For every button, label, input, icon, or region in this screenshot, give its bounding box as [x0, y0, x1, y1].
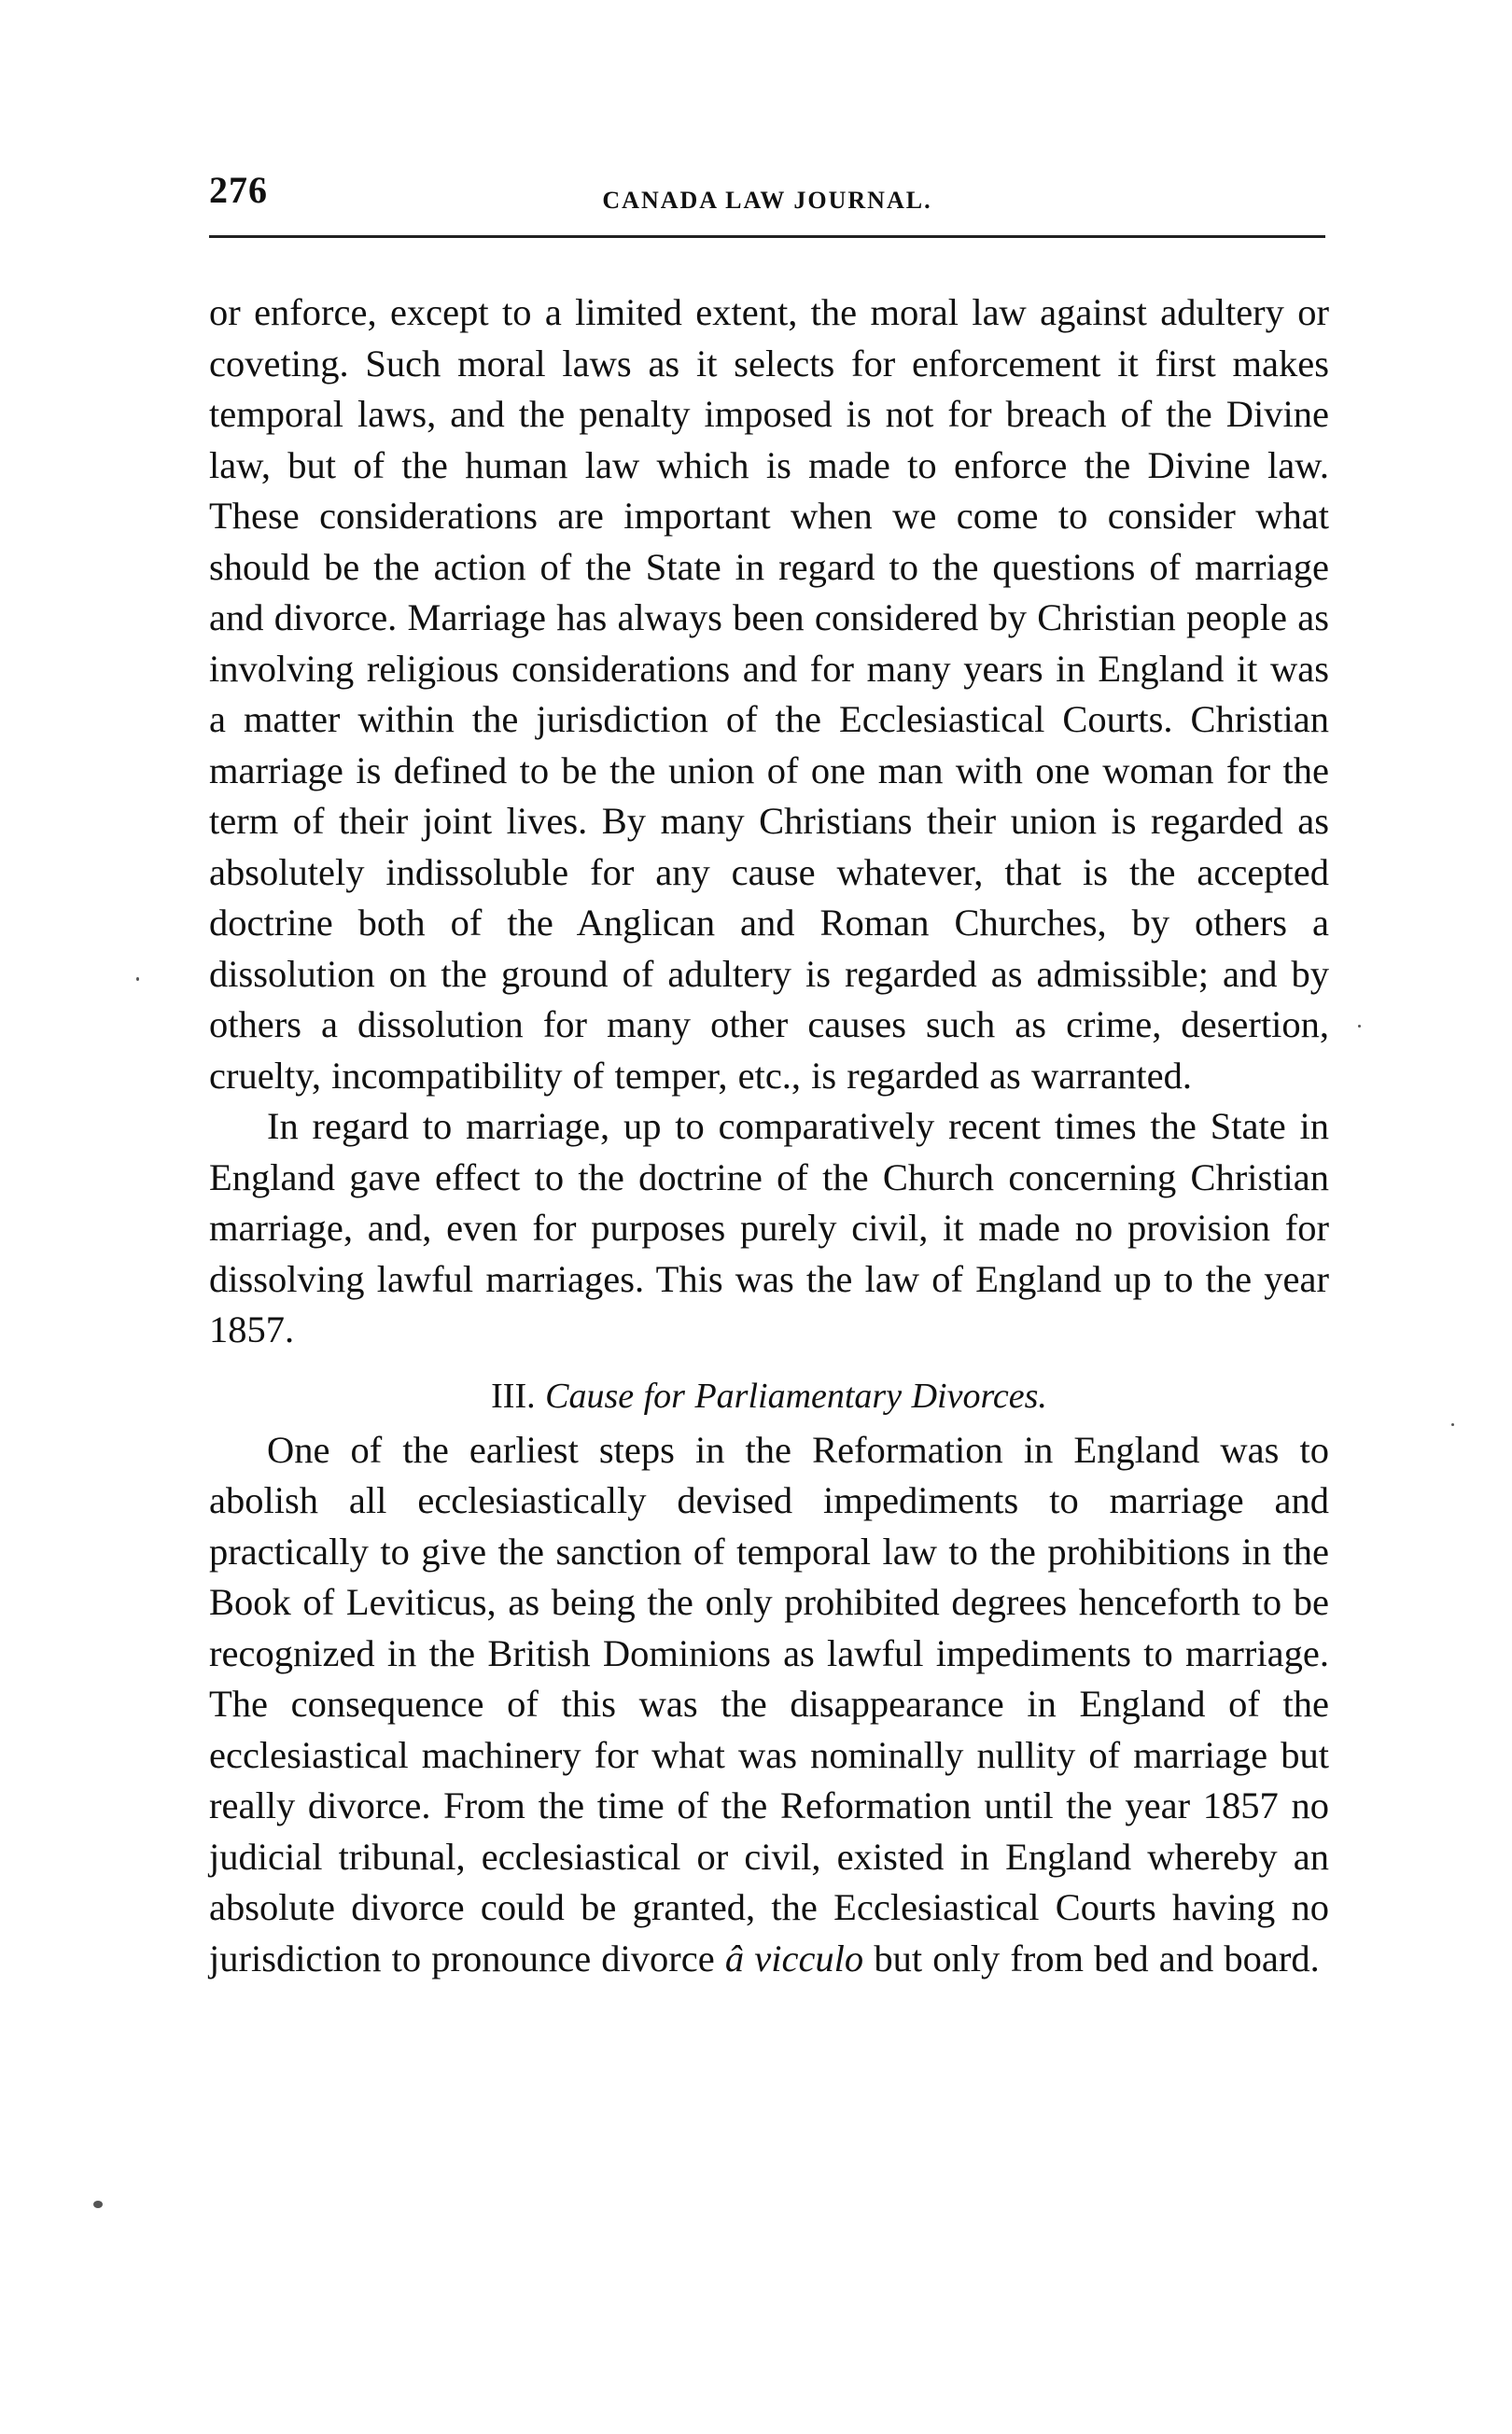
- latin-phrase: â vicculo: [724, 1937, 864, 1979]
- body-text: [209, 287, 1329, 1984]
- scan-speck: [136, 977, 139, 981]
- scan-speck: [1451, 1423, 1454, 1426]
- page-header: [209, 168, 1325, 224]
- section-title: Cause for Parliamentary Divorces.: [545, 1376, 1047, 1416]
- paragraph-text-end: but only from bed and board.: [863, 1937, 1320, 1979]
- paragraph: In regard to marriage, up to comparatively recent times the State in England gave effect to the doctrine of the Church concerning Christian marriage, and, even for purposes purely civil, it made no provision for dissolving lawful marriages. This was the law of England up to the year 1857.: [209, 1105, 1329, 1350]
- paragraph: [209, 1425, 1329, 1985]
- running-title: CANADA LAW JOURNAL.: [602, 187, 932, 214]
- page-number: 276: [209, 169, 268, 211]
- section-heading: [209, 1371, 1329, 1421]
- paragraph-text: One of the earliest steps in the Reformation in England was to abolish all ecclesiastically devised impediments to marriage and practically to give the sanction of temporal law to the prohibitions in the Book of Leviticus, as being the only prohibited degrees henceforth to be recognized in the British Dominions as lawful impediments to marriage. The consequence of this was the disappearance in England of the ecclesiastical machinery for what was nominally nullity of marriage but really divorce. From the time of the Reformation until the year 1857 no judicial tribunal, ecclesiastical or civil, existed in England whereby an absolute divorce could be granted, the Ecclesiastical Courts having no jurisdiction to pronounce divorce: [209, 1428, 1329, 1979]
- scan-speck: [1358, 1025, 1361, 1028]
- scan-speck: [93, 2201, 103, 2208]
- header-rule: [209, 235, 1325, 238]
- paragraph-continued: or enforce, except to a limited extent, the moral law against adultery or coveting. Such moral laws as it selects for enforcement it first makes temporal laws, and the penalty imposed is not for breach of the Divine law, but of the human law which is made to enforce the Divine law. These considerations are important when we come to consider what should be the action of the State in regard to the questions of marriage and divorce. Marriage has always been considered by Christian people as involving religious considerations and for many years in England it was a matter within the jurisdiction of the Ecclesiastical Courts. Christian marriage is defined to be the union of one man with one woman for the term of their joint lives. By many Christians their union is regarded as absolutely indissoluble for any cause whatever, that is the accepted doctrine both of the Anglican and Roman Churches, by others a dissolution on the ground of adultery is regarded as admissible; and by others a dissolution for many other causes such as crime, desertion, cruelty, incompatibility of temper, etc., is regarded as warranted.: [209, 291, 1329, 1097]
- section-number: III.: [491, 1376, 536, 1416]
